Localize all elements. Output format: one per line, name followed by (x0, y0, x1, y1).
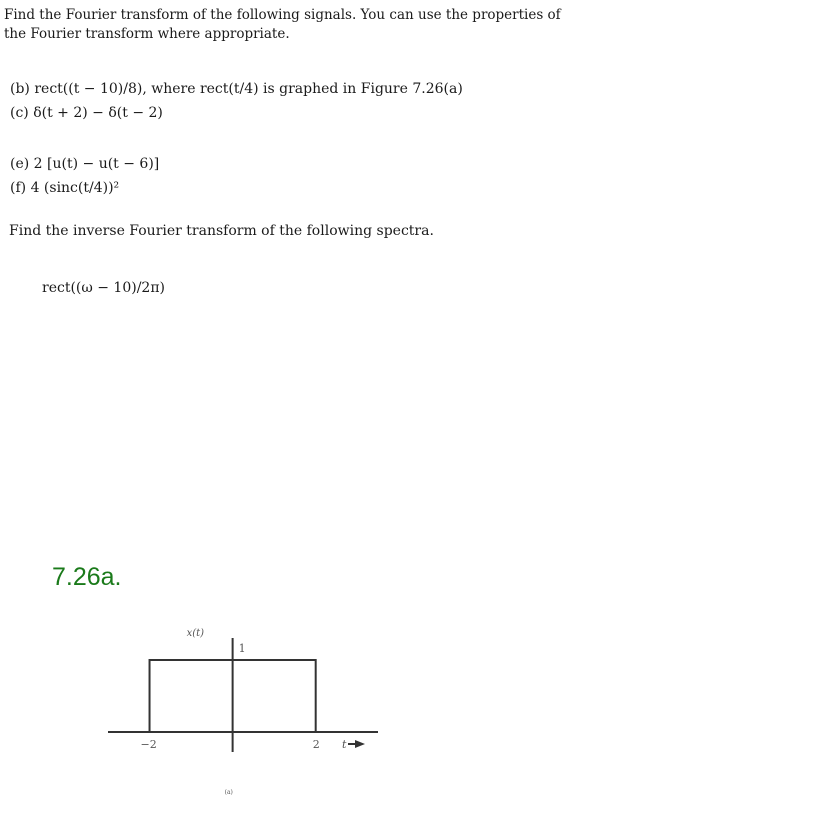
intro-line-2: the Fourier transform where appropriate. (4, 26, 290, 42)
spectrum-expr: rect((ω − 10)/2π) (42, 280, 165, 296)
item-e-label: (e) (10, 156, 30, 172)
signal-plot (100, 620, 390, 805)
x-axis-arrow-icon (355, 740, 365, 748)
item-b-expr: rect((t − 10)/8), where rect(t/4) is graphed in Figure 7.26(a) (34, 81, 463, 97)
intro-line-1: Find the Fourier transform of the following signals. You can use the properties of (4, 7, 561, 23)
figure-label: 7.26a. (52, 563, 122, 591)
item-c (10, 105, 163, 121)
tick-label-left: −2 (140, 738, 157, 751)
item-e-expr: 2 [u(t) − u(t − 6)] (33, 156, 160, 172)
intro-paragraph (4, 6, 561, 44)
item-f-label: (f) (10, 180, 27, 196)
figure-caption: (a) (224, 789, 233, 796)
signal-line (108, 660, 378, 732)
item-f (10, 180, 119, 196)
item-f-expr: 4 (sinc(t/4))² (30, 180, 120, 196)
item-c-label: (c) (10, 105, 29, 121)
item-b-label: (b) (10, 81, 30, 97)
tick-label-right: 2 (312, 738, 320, 751)
item-e (10, 156, 159, 172)
axis-label-t: t (342, 738, 347, 751)
item-b (10, 81, 463, 97)
signal-label: x(t) (186, 628, 205, 639)
item-c-expr: δ(t + 2) − δ(t − 2) (33, 105, 163, 121)
amplitude-label: 1 (238, 642, 246, 655)
inverse-heading: Find the inverse Fourier transform of the following spectra. (9, 223, 434, 239)
